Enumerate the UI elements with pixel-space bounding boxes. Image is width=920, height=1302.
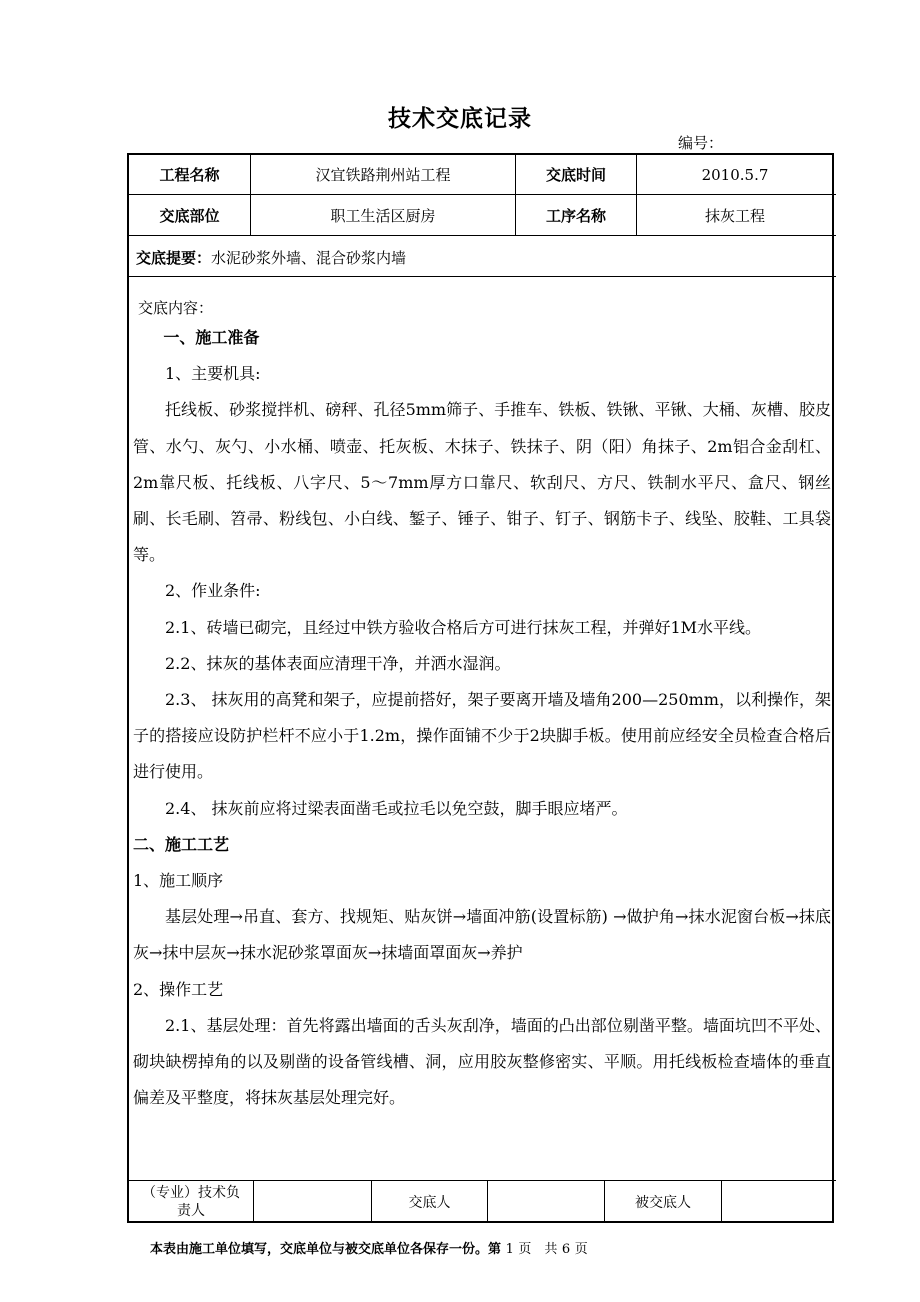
page-total: 6	[561, 1242, 571, 1257]
paragraph: 托线板、砂浆搅拌机、磅秤、孔径5mm筛子、手推车、铁板、铁锹、平锹、大桶、灰槽、胶皮管、水勺、灰勺、小水桶、喷壶、托灰板、木抹子、铁抹子、阴（阳）角抹子、2m铝合金刮杠、2m靠尺板、托线板、八字尺、5～7mm厚方口靠尺、软刮尺、方尺、铁制水平尺、盒尺、钢丝刷、长毛刷、笤帚、粉线包、小白线、錾子、锤子、钳子、钉子、钢筋卡子、线坠、胶鞋、工具袋等。	[133, 400, 831, 565]
project-name-value: 汉宜铁路荆州站工程	[315, 166, 451, 184]
form-footer-note	[150, 1238, 588, 1257]
discloser-signature-field[interactable]	[488, 1181, 604, 1223]
recipient-label: 被交底人	[635, 1195, 691, 1211]
subsection-heading: 1、施工顺序	[133, 871, 224, 891]
disclosure-summary	[136, 247, 406, 268]
page-mid: 页 共	[518, 1242, 558, 1257]
content-label: 交底内容：	[138, 299, 214, 317]
subsection-heading: 1、主要机具:	[165, 364, 261, 384]
tech-lead-label-line2: 责人	[177, 1203, 205, 1219]
tech-lead-label	[129, 1181, 253, 1223]
paragraph: 2.1、基层处理：首先将露出墙面的舌头灰刮净，墙面的凸出部位剔凿平整。墙面坑凹不平处、砌块缺楞掉角的以及剔凿的设备管线槽、洞，应用胶灰整修密实、平顺。用托线板检查墙体的垂直偏差及平整度，将抹灰基层处理完好。	[133, 1015, 831, 1108]
page-title: 技术交底记录	[388, 106, 532, 132]
footer-note-text: 本表由施工单位填写，交底单位与被交底单位各保存一份。	[150, 1242, 489, 1257]
row-divider	[127, 235, 836, 236]
location-label: 交底部位	[159, 206, 220, 225]
section-heading: 二、施工工艺	[133, 834, 230, 854]
paragraph: 2.4、 抹灰前应将过梁表面凿毛或拉毛以免空鼓，脚手眼应堵严。	[165, 798, 628, 818]
discloser-label: 交底人	[408, 1195, 451, 1211]
serial-number-label: 编号：	[678, 134, 724, 152]
page-current: 1	[505, 1242, 514, 1257]
disclosure-date-label: 交底时间	[545, 166, 606, 184]
subsection-heading: 2、作业条件:	[165, 581, 261, 601]
paragraph: 2.3、 抹灰用的高凳和架子，应提前搭好，架子要离开墙及墙角200—250mm，以利操作，架子的搭接应设防护栏杆不应小于1.2m，操作面铺不少于2块脚手板。使用前应经安全员检查合格后进行使用。	[133, 690, 831, 782]
paragraph: 2.2、抹灰的基体表面应清理干净，并洒水湿润。	[165, 653, 511, 673]
paragraph: 基层处理→吊直、套方、找规矩、贴灰饼→墙面冲筋(设置标筋) →做护角→抹水泥窗台板→抹底灰→抹中层灰→抹水泥砂浆罩面灰→抹墙面罩面灰→养护	[133, 907, 831, 963]
summary-label: 交底提要：	[136, 249, 212, 267]
tech-lead-signature-field[interactable]	[254, 1181, 371, 1223]
paragraph: 2.1、砖墙已砌完，且经过中铁方验收合格后方可进行抹灰工程，并弹好1M水平线。	[165, 617, 762, 637]
subsection-heading: 2、操作工艺	[133, 979, 224, 999]
location-value: 职工生活区厨房	[330, 206, 436, 225]
row-divider	[127, 276, 836, 277]
process-name-label: 工序名称	[545, 206, 606, 225]
recipient-signature-field[interactable]	[722, 1181, 833, 1223]
process-name-value: 抹灰工程	[704, 206, 765, 225]
summary-text: 水泥砂浆外墙、混合砂浆内墙	[211, 249, 407, 267]
page-suffix: 页	[574, 1242, 588, 1257]
tech-lead-label-line1: （专业）技术负	[142, 1185, 240, 1201]
section-heading: 一、施工准备	[163, 328, 260, 347]
disclosure-content	[133, 320, 831, 1116]
page-prefix: 第	[488, 1242, 502, 1257]
disclosure-date-value: 2010.5.7	[701, 165, 769, 184]
project-name-label: 工程名称	[159, 166, 220, 184]
